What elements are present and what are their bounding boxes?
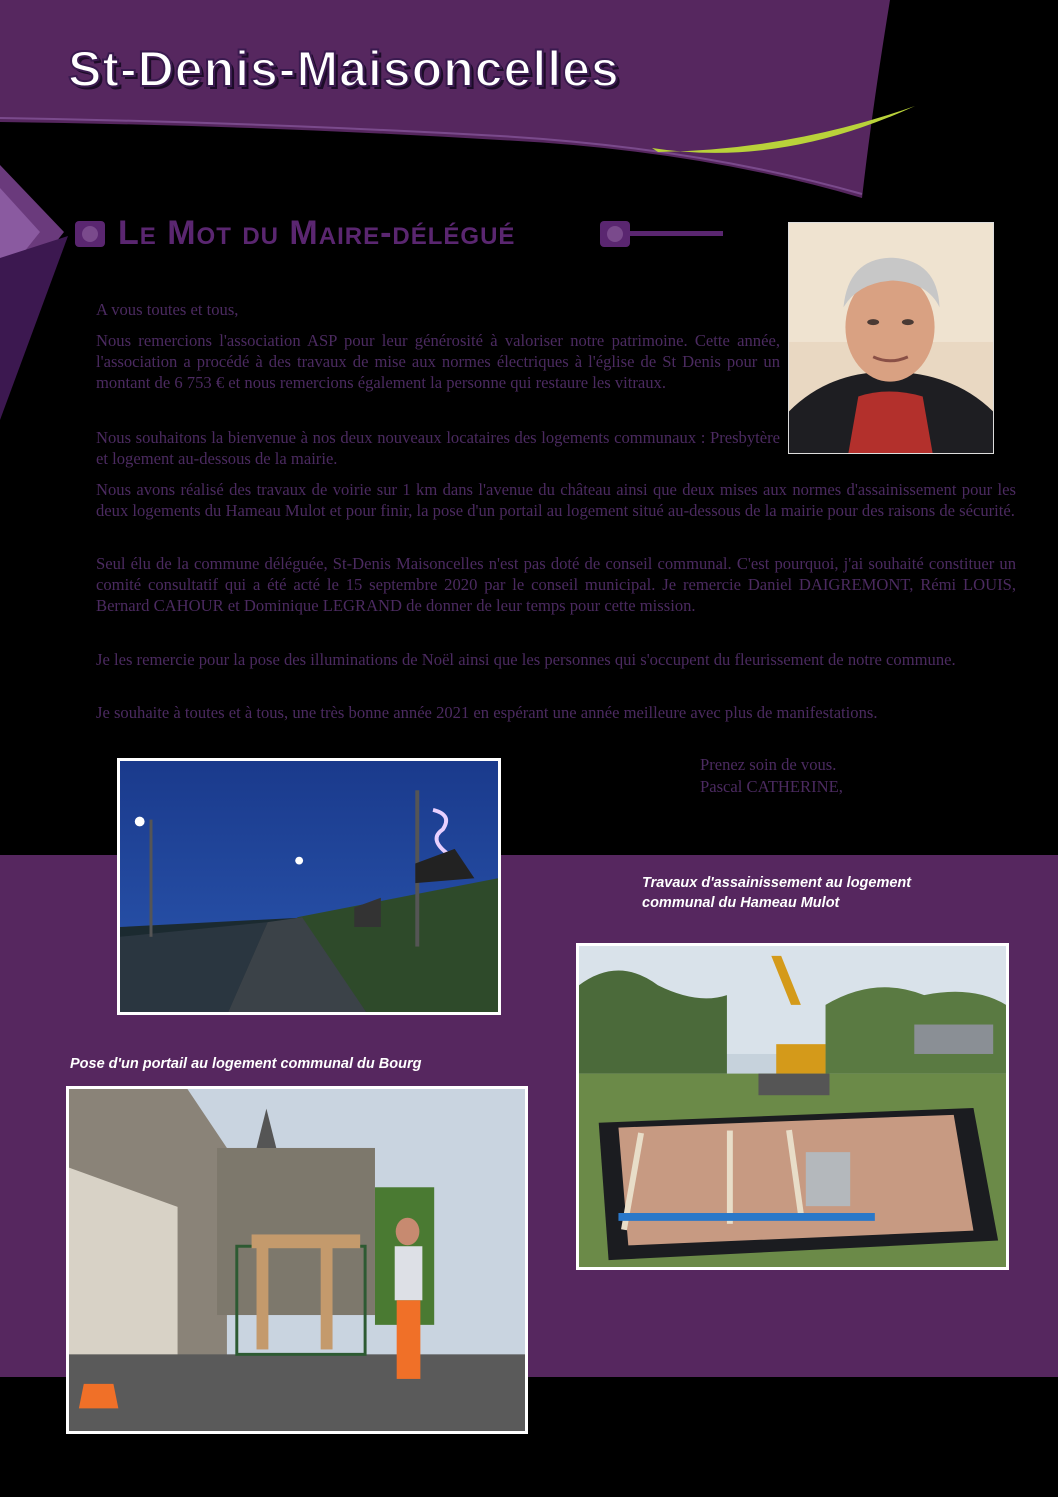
title-ornament-left <box>75 221 105 247</box>
mayor-portrait <box>788 222 994 454</box>
page-title: St-Denis-Maisoncelles <box>68 41 620 97</box>
portail-photo <box>66 1086 528 1434</box>
signature: Pascal CATHERINE, <box>700 777 843 796</box>
paragraph-5: Je les remercie pour la pose des illuminations de Noël ainsi que les personnes qui s'occupent du fleurissement de notre commune. <box>96 650 956 669</box>
caption-assainissement: Travaux d'assainissement au logement communal du Hameau Mulot <box>642 875 912 911</box>
paragraph-6: Je souhaite à toutes et à tous, une très bonne année 2021 en espérant une année meilleure avec plus de manifestations. <box>96 703 878 722</box>
paragraph-3: Nous avons réalisé des travaux de voirie sur 1 km dans l'avenue du château ainsi que deux mises aux normes d'assainissement pour les deux logements du Hameau Mulot et pour finir, la pose d'un portail au logement situé au-dessous de la mairie pour des raisons de sécurité. <box>96 480 1016 520</box>
closing: Prenez soin de vous. <box>700 755 837 774</box>
christmas-lights-photo <box>117 758 501 1015</box>
paragraph-4: Seul élu de la commune déléguée, St-Denis Maisoncelles n'est pas doté de conseil communal. C'est pourquoi, j'ai souhaité constituer un comité consultatif qui a été acté le 15 septembre 2020 par le conseil municipal. Je remercie Daniel DAIGREMONT, Rémi LOUIS, Bernard CAHOUR et Dominique LEGRAND de donner de leur temps pour cette mission. <box>96 554 1016 615</box>
greeting: A vous toutes et tous, <box>96 300 239 319</box>
caption-portail: Pose d'un portail au logement communal du Bourg <box>70 1056 422 1072</box>
assainissement-photo <box>576 943 1009 1270</box>
section-title: Le Mot du Maire-délégué <box>118 214 516 252</box>
paragraph-1: Nous remercions l'association ASP pour leur générosité à valoriser notre patrimoine. Cette année, l'association a procédé à des travaux de mise aux normes électriques à l'église de St Denis pour un montant de 6 753 € et nous remercions également la personne qui restaure les vitraux. <box>96 331 780 392</box>
paragraph-2: Nous souhaitons la bienvenue à nos deux nouveaux locataires des logements communaux : Presbytère et logement au-dessous de la mairie. <box>96 428 780 468</box>
